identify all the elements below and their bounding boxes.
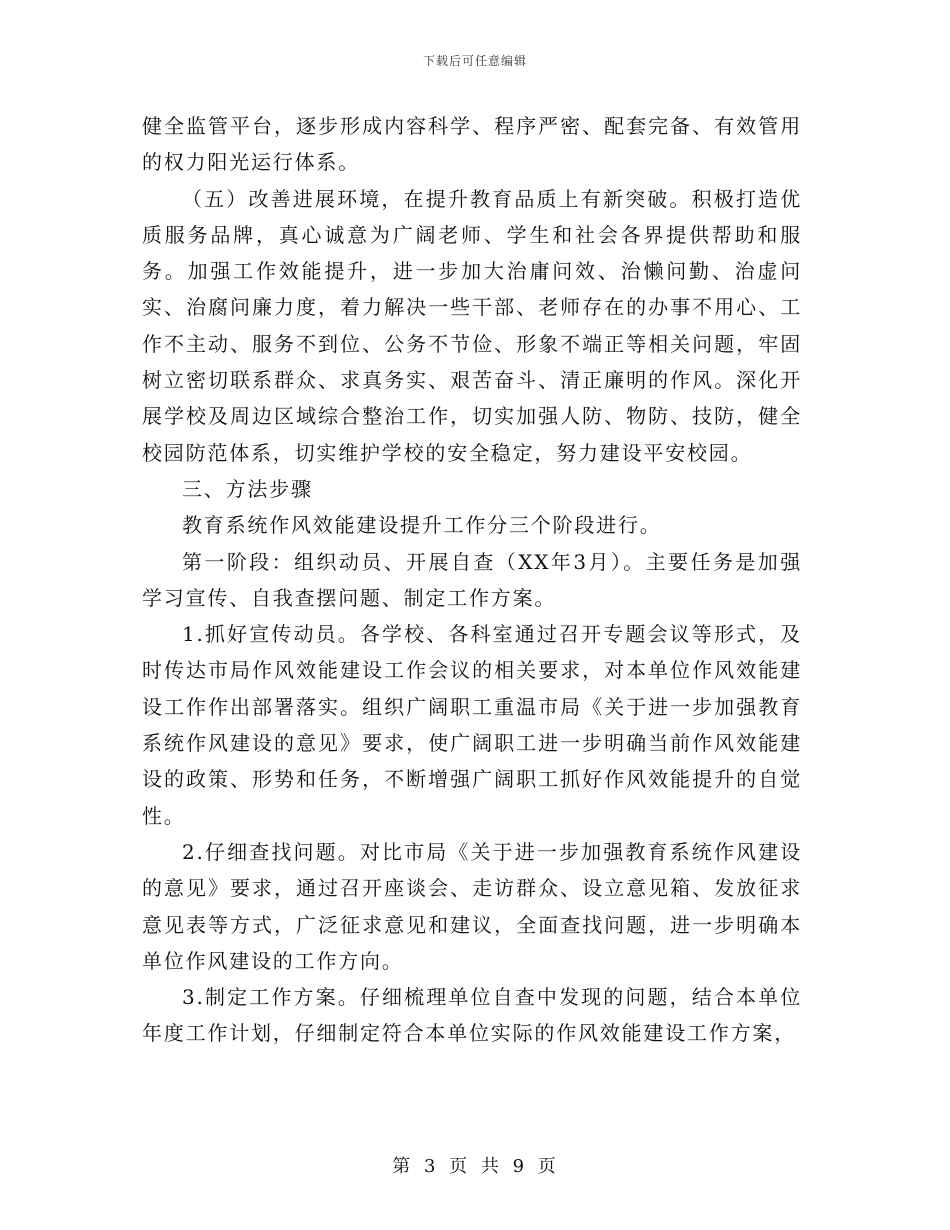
paragraph: 第一阶段：组织动员、开展自查（XX年3月）。主要任务是加强学习宣传、自我查摆问题、制定工作方案。 — [142, 549, 802, 610]
paragraph: 教育系统作风效能建设提升工作分三个阶段进行。 — [182, 513, 662, 538]
paragraph: 三、方法步骤 — [182, 476, 313, 501]
paragraph: 3.制定工作方案。仔细梳理单位自查中发现的问题，结合本单位年度工作计划，仔细制定符合本单位实际的作风效能建设工作方案， — [142, 985, 802, 1046]
paragraph: 1.抓好宣传动员。各学校、各科室通过召开专题会议等形式，及时传达市局作风效能建设工作会议的相关要求，对本单位作风效能建设工作作出部署落实。组织广阔职工重温市局《关于进一步加强教育系统作风建设的意见》要求，使广阔职工进一步明确当前作风效能建设的政策、形势和任务，不断增强广阔职工抓好作风效能提升的自觉性。 — [142, 622, 802, 828]
paragraph: 健全监管平台，逐步形成内容科学、程序严密、配套完备、有效管用的权力阳光运行体系。 — [142, 114, 802, 175]
page-footer-number: 第 3 页 共 9 页 — [392, 1156, 558, 1177]
paragraph: （五）改善进展环境，在提升教育品质上有新突破。积极打造优质服务品牌，真心诚意为广阔老师、学生和社会各界提供帮助和服务。加强工作效能提升，进一步加大治庸问效、治懒问勤、治虚问实、治腐问廉力度，着力解决一些干部、老师存在的办事不用心、工作不主动、服务不到位、公务不节俭、形象不端正等相关问题，牢固树立密切联系群众、求真务实、艰苦奋斗、清正廉明的作风。深化开展学校及周边区域综合整治工作，切实加强人防、物防、技防，健全校园防范体系，切实维护学校的安全稳定，努力建设平安校园。 — [142, 186, 802, 465]
page-header-note: 下载后可任意编辑 — [422, 54, 527, 68]
document-body — [142, 108, 802, 1052]
paragraph: 2.仔细查找问题。对比市局《关于进一步加强教育系统作风建设的意见》要求，通过召开座谈会、走访群众、设立意见箱、发放征求意见表等方式，广泛征求意见和建议，全面查找问题，进一步明确本单位作风建设的工作方向。 — [142, 839, 802, 973]
